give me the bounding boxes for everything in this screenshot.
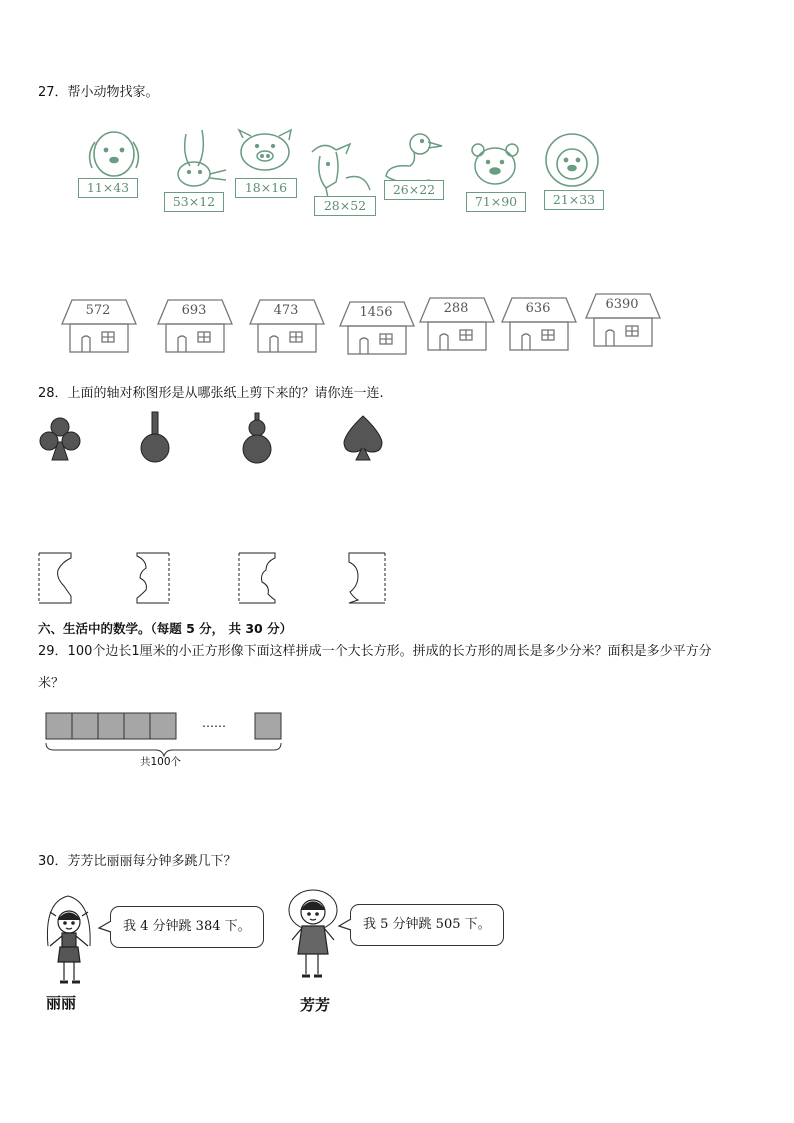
name-fangfang: 芳芳 <box>300 996 331 1014</box>
house-number: 288 <box>443 301 469 316</box>
brace-label: 共100个 <box>140 756 182 768</box>
rabbit-icon <box>162 126 232 214</box>
animal-label: 21×33 <box>544 190 604 210</box>
speech-bubble-lili: 我 4 分钟跳 384 下。 <box>110 906 264 948</box>
house-473 <box>246 296 326 356</box>
bubble-tail-icon <box>98 920 112 934</box>
bear-icon <box>466 140 532 216</box>
pig-icon <box>235 128 301 200</box>
question-29-text-line2: 米？ <box>38 676 65 691</box>
animal-label: 71×90 <box>466 192 526 212</box>
house-1456 <box>336 298 416 358</box>
house-number: 1456 <box>359 305 393 320</box>
calabash-shape-icon <box>240 412 274 464</box>
folded-paper-3 <box>238 552 272 604</box>
house-number: 693 <box>181 303 207 318</box>
ellipsis: …… <box>202 716 226 730</box>
animal-label: 11×43 <box>78 178 138 198</box>
folded-paper-4 <box>348 552 382 604</box>
club-shape-icon <box>38 416 82 464</box>
monkey-icon <box>540 132 612 212</box>
house-288 <box>416 294 496 354</box>
question-28-text: 28．上面的轴对称图形是从哪张纸上剪下来的？请你连一连. <box>38 386 384 401</box>
spade-shape-icon <box>340 414 386 464</box>
house-572 <box>58 296 138 356</box>
question-29-text-line1: 29．100个边长1厘米的小正方形像下面这样拼成一个大长方形。拼成的长方形的周长是多少分米？面积是多少平方分 <box>38 644 712 659</box>
unit-square <box>46 713 72 739</box>
girl-lili-icon <box>38 892 100 992</box>
house-6390 <box>582 290 662 350</box>
folded-paper-2 <box>136 552 170 604</box>
unit-square <box>124 713 150 739</box>
girl-fangfang-icon <box>284 888 342 988</box>
question-30-text: 30．芳芳比丽丽每分钟多跳几下？ <box>38 854 237 869</box>
folded-paper-1 <box>38 552 72 604</box>
unit-square <box>150 713 176 739</box>
speech-bubble-fangfang: 我 5 分钟跳 505 下。 <box>350 904 504 946</box>
house-number: 473 <box>273 303 299 318</box>
house-636 <box>498 294 578 354</box>
unit-square <box>98 713 124 739</box>
house-number: 6390 <box>605 297 639 312</box>
gourd-key-shape-icon <box>138 410 172 464</box>
animal-label: 53×12 <box>164 192 224 212</box>
animal-label: 28×52 <box>314 196 376 216</box>
name-lili: 丽丽 <box>46 994 77 1012</box>
dog-icon <box>78 128 146 204</box>
animal-label: 26×22 <box>384 180 444 200</box>
question-27-text: 27．帮小动物找家。 <box>38 85 159 100</box>
unit-square <box>255 713 281 739</box>
section-6-title: 六、生活中的数学。（每题 5 分， 共 30 分） <box>38 621 293 636</box>
house-number: 572 <box>85 303 111 318</box>
house-693 <box>154 296 234 356</box>
animal-label: 18×16 <box>235 178 297 198</box>
square-strip-diagram <box>44 712 284 772</box>
unit-square <box>72 713 98 739</box>
goat-icon <box>306 138 376 220</box>
house-number: 636 <box>525 301 551 316</box>
bubble-tail-icon <box>338 918 352 932</box>
duck-icon <box>382 130 450 204</box>
